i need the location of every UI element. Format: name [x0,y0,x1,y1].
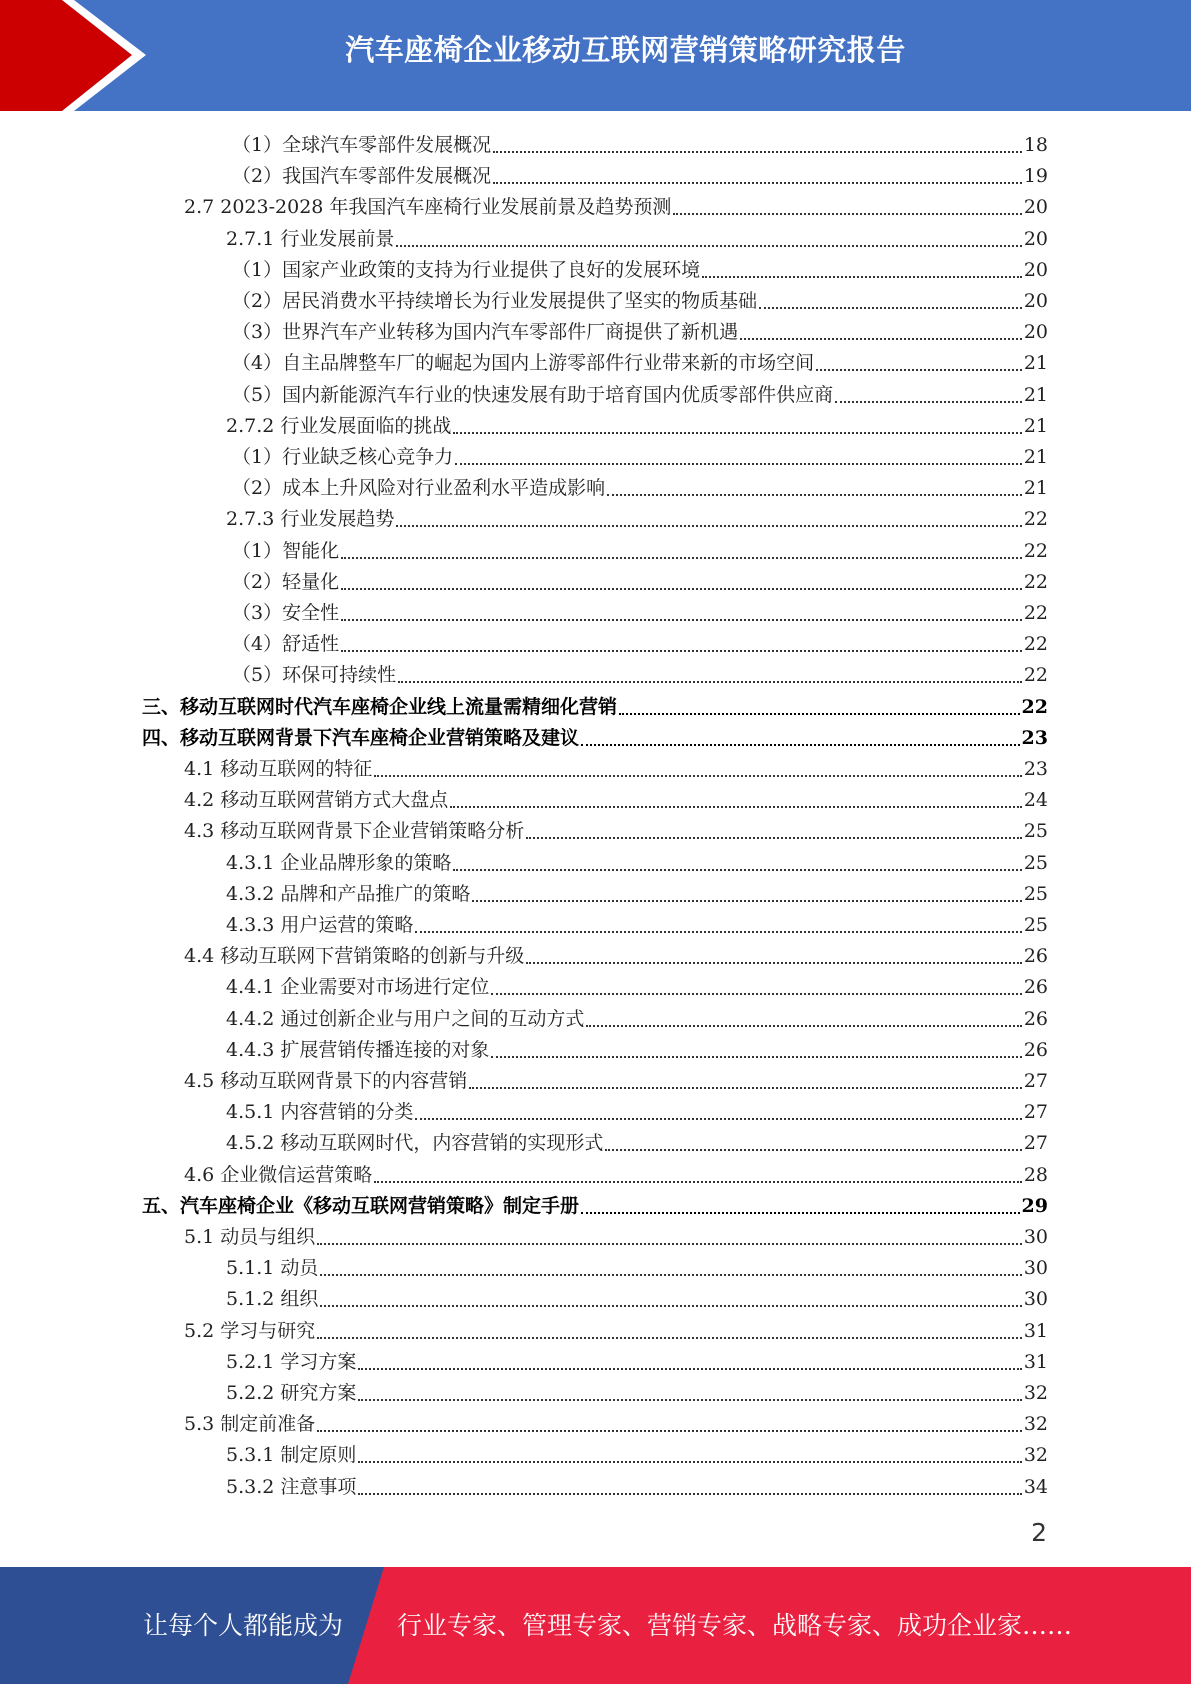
toc-dot-leader [453,847,1021,871]
toc-entry[interactable] [232,251,1048,282]
footer-slogan-left: 让每个人都能成为 [143,1611,344,1640]
toc-entry[interactable] [226,1249,1048,1280]
toc-entry[interactable] [232,563,1048,594]
toc-entry-label: 5.2.1 学习方案 [226,1350,357,1373]
toc-entry-page: 30 [1023,1257,1048,1280]
toc-entry-label: 5.3.2 注意事项 [226,1475,357,1498]
toc-entry-label: 2.7.2 行业发展面临的挑战 [226,414,452,437]
toc-entry-page: 21 [1023,446,1048,468]
toc-entry-label: 5.2.2 研究方案 [226,1382,357,1404]
toc-dot-leader [816,347,1022,371]
toc-entry-label: 5.1.1 动员 [226,1257,319,1280]
toc-entry-label: 三、移动互联网时代汽车座椅企业线上流量需精细化营销 [142,695,618,718]
report-title: 汽车座椅企业移动互联网营销策略研究报告 [345,33,906,67]
toc-entry-page: 22 [1023,539,1048,562]
toc-dot-leader [450,784,1022,808]
toc-entry-page: 22 [1023,602,1048,624]
toc-entry[interactable] [232,344,1048,375]
toc-entry[interactable] [184,1312,1048,1343]
toc-dot-leader [374,1159,1022,1183]
toc-entry[interactable] [184,1405,1048,1436]
toc-entry-label: 4.5.1 内容营销的分类 [226,1101,414,1124]
toc-dot-leader [358,1346,1021,1370]
toc-entry[interactable] [226,1343,1048,1374]
toc-entry-label: 5.1 动员与组织 [184,1226,316,1248]
toc-entry[interactable] [184,750,1048,781]
toc-dot-leader [702,254,1022,278]
toc-entry-page: 22 [1023,508,1048,531]
toc-dot-leader [835,379,1022,403]
toc-dot-leader [469,1065,1022,1089]
toc-entry-label: （1）智能化 [232,539,340,562]
toc-dot-leader [341,566,1022,590]
toc-entry-label: 5.1.2 组织 [226,1288,319,1311]
toc-entry-label: 四、移动互联网背景下汽车座椅企业营销策略及建议 [142,726,580,749]
toc-dot-leader [396,503,1021,527]
toc-entry-page: 25 [1023,851,1048,874]
toc-entry[interactable] [232,313,1048,344]
toc-entry-label: 5.3.1 制定原则 [226,1444,357,1467]
toc-entry-label: 4.4 移动互联网下营销策略的创新与升级 [184,945,525,968]
toc-entry-page: 25 [1023,820,1048,843]
toc-dot-leader [453,410,1021,434]
toc-dot-leader [398,659,1022,683]
toc-dot-leader [374,753,1022,777]
toc-entry-page: 20 [1023,196,1048,219]
toc-dot-leader [673,191,1021,215]
toc-entry-label: 4.3.2 品牌和产品推广的策略 [226,882,471,905]
toc-entry-page: 20 [1023,321,1048,344]
toc-dot-leader [358,1377,1021,1401]
toc-entry-label: 4.1 移动互联网的特征 [184,758,373,780]
page-header [0,0,1191,111]
toc-entry-page: 20 [1023,290,1048,312]
toc-entry-page: 25 [1023,882,1048,905]
footer-slogan-right: 行业专家、管理专家、营销专家、战略专家、成功企业家…… [397,1611,1073,1640]
toc-entry-label: 5.2 学习与研究 [184,1319,316,1342]
toc-entry-label: 5.3 制定前准备 [184,1413,316,1436]
toc-entry-page: 18 [1023,134,1048,156]
toc-entry-label: （1）行业缺乏核心竞争力 [232,446,454,468]
toc-entry-label: （5）环保可持续性 [232,664,397,687]
toc-dot-leader [740,316,1022,340]
toc-dot-leader [341,628,1022,652]
toc-entry-page: 23 [1023,758,1048,780]
toc-entry-label: 2.7.1 行业发展前景 [226,227,395,250]
toc-entry[interactable] [226,1280,1048,1311]
toc-entry-page: 23 [1021,726,1048,749]
toc-entry-page: 32 [1023,1413,1048,1436]
toc-entry[interactable] [226,875,1048,906]
toc-entry-label: 4.5.2 移动互联网时代，内容营销的实现形式 [226,1132,604,1155]
toc-entry-page: 20 [1023,258,1048,281]
toc-entry-label: 2.7 2023-2028 年我国汽车座椅行业发展前景及趋势预测 [184,196,672,219]
toc-entry-page: 22 [1023,570,1048,593]
toc-dot-leader [358,1439,1021,1463]
toc-entry[interactable] [232,656,1048,687]
toc-entry-page: 21 [1023,477,1048,500]
toc-entry[interactable] [232,126,1048,157]
toc-entry-page: 31 [1023,1350,1048,1373]
toc-entry-page: 28 [1023,1163,1048,1186]
toc-entry[interactable] [226,968,1048,999]
toc-entry[interactable] [226,906,1048,937]
toc-entry[interactable] [142,1187,1048,1218]
toc-entry-label: （3）安全性 [232,602,340,624]
toc-dot-leader [317,1408,1022,1432]
toc-entry-label: （3）世界汽车产业转移为国内汽车零部件厂商提供了新机遇 [232,321,739,344]
toc-entry-page: 27 [1023,1132,1048,1155]
toc-entry[interactable] [232,438,1048,469]
toc-dot-leader [493,160,1022,184]
toc-entry-label: （2）我国汽车零部件发展概况 [232,165,492,188]
toc-entry-page: 34 [1023,1475,1048,1498]
toc-entry-page: 32 [1023,1444,1048,1467]
toc-entry-label: 2.7.3 行业发展趋势 [226,508,395,531]
toc-entry[interactable] [184,188,1048,219]
toc-entry[interactable] [232,282,1048,313]
toc-entry-page: 21 [1023,352,1048,375]
page-footer [0,1567,1191,1684]
toc-entry-page: 26 [1023,1007,1048,1030]
toc-entry-page: 27 [1023,1101,1048,1124]
toc-entry[interactable] [184,781,1048,812]
toc-entry-label: 4.5 移动互联网背景下的内容营销 [184,1070,468,1092]
toc-dot-leader [491,971,1021,995]
toc-entry[interactable] [226,1374,1048,1405]
toc-entry-page: 24 [1023,789,1048,812]
toc-entry-page: 29 [1021,1194,1048,1217]
toc-entry-page: 26 [1023,1038,1048,1061]
toc-dot-leader [586,1003,1021,1027]
toc-entry[interactable] [232,469,1048,500]
toc-entry-page: 22 [1021,695,1048,718]
toc-entry-label: 4.3 移动互联网背景下企业营销策略分析 [184,820,525,843]
toc-entry-label: （1）国家产业政策的支持为行业提供了良好的发展环境 [232,258,701,281]
toc-entry[interactable] [226,1124,1048,1155]
toc-entry-page: 22 [1023,664,1048,687]
toc-entry-page: 21 [1023,383,1048,406]
toc-entry[interactable] [232,376,1048,407]
toc-dot-leader [415,909,1021,933]
toc-entry-label: 4.3.1 企业品牌形象的策略 [226,851,452,874]
toc-entry[interactable] [226,1000,1048,1031]
header-arrow-decoration [0,0,160,111]
toc-entry-page: 27 [1023,1070,1048,1092]
toc-entry-page: 30 [1023,1226,1048,1248]
toc-dot-leader [320,1283,1021,1307]
toc-entry-label: （1）全球汽车零部件发展概况 [232,134,492,156]
toc-entry[interactable] [226,844,1048,875]
toc-dot-leader [759,285,1022,309]
toc-dot-leader [581,1190,1020,1214]
toc-entry[interactable] [184,1062,1048,1093]
toc-entry[interactable] [184,1218,1048,1249]
toc-entry[interactable] [226,1436,1048,1467]
toc-entry-label: （2）轻量化 [232,570,340,593]
toc-entry-page: 26 [1023,976,1048,999]
toc-dot-leader [619,691,1020,715]
toc-entry-label: （4）舒适性 [232,633,340,656]
toc-entry-page: 32 [1023,1382,1048,1404]
toc-entry-label: 4.4.3 扩展营销传播连接的对象 [226,1038,490,1061]
toc-entry[interactable] [226,1031,1048,1062]
toc-dot-leader [526,940,1022,964]
toc-entry-label: 五、汽车座椅企业《移动互联网营销策略》制定手册 [142,1194,580,1217]
toc-dot-leader [605,1127,1021,1151]
toc-entry-page: 21 [1023,414,1048,437]
toc-dot-leader [455,441,1022,465]
toc-entry-page: 31 [1023,1319,1048,1342]
toc-dot-leader [581,722,1020,746]
toc-entry[interactable] [232,157,1048,188]
toc-dot-leader [493,129,1022,153]
toc-entry-page: 30 [1023,1288,1048,1311]
toc-entry[interactable] [226,1468,1048,1499]
toc-dot-leader [472,878,1021,902]
toc-entry-label: （4）自主品牌整车厂的崛起为国内上游零部件行业带来新的市场空间 [232,352,815,375]
toc-dot-leader [317,1315,1022,1339]
toc-entry-page: 25 [1023,914,1048,936]
toc-entry-label: 4.6 企业微信运营策略 [184,1163,373,1186]
toc-dot-leader [526,815,1022,839]
toc-entry[interactable] [232,594,1048,625]
toc-dot-leader [358,1471,1021,1495]
toc-entry-page: 22 [1023,633,1048,656]
page-number: 2 [1031,1518,1047,1547]
toc-entry-label: （2）成本上升风险对行业盈利水平造成影响 [232,477,606,500]
toc-entry[interactable] [226,500,1048,531]
toc-entry[interactable] [226,220,1048,251]
toc-entry-label: 4.2 移动互联网营销方式大盘点 [184,789,449,812]
toc-entry[interactable] [142,688,1048,719]
toc-dot-leader [607,472,1022,496]
toc-dot-leader [396,223,1021,247]
toc-dot-leader [320,1252,1021,1276]
toc-dot-leader [491,1034,1021,1058]
toc-entry[interactable] [226,1093,1048,1124]
toc-entry-label: （2）居民消费水平持续增长为行业发展提供了坚实的物质基础 [232,290,758,312]
toc-dot-leader [415,1096,1021,1120]
toc-dot-leader [317,1221,1022,1245]
toc-entry[interactable] [232,625,1048,656]
toc-entry[interactable] [232,532,1048,563]
toc-entry-label: （5）国内新能源汽车行业的快速发展有助于培育国内优质零部件供应商 [232,383,834,406]
toc-entry-page: 19 [1023,165,1048,188]
toc-entry[interactable] [184,937,1048,968]
toc-entry-page: 26 [1023,945,1048,968]
toc-entry-page: 20 [1023,227,1048,250]
toc-entry[interactable] [142,719,1048,750]
toc-dot-leader [341,535,1022,559]
toc-entry-label: 4.4.1 企业需要对市场进行定位 [226,976,490,999]
toc-entry-label: 4.4.2 通过创新企业与用户之间的互动方式 [226,1007,585,1030]
toc-entry[interactable] [226,407,1048,438]
toc-dot-leader [341,597,1022,621]
toc-entry-label: 4.3.3 用户运营的策略 [226,914,414,936]
toc-entry[interactable] [184,1156,1048,1187]
toc-entry[interactable] [184,812,1048,843]
